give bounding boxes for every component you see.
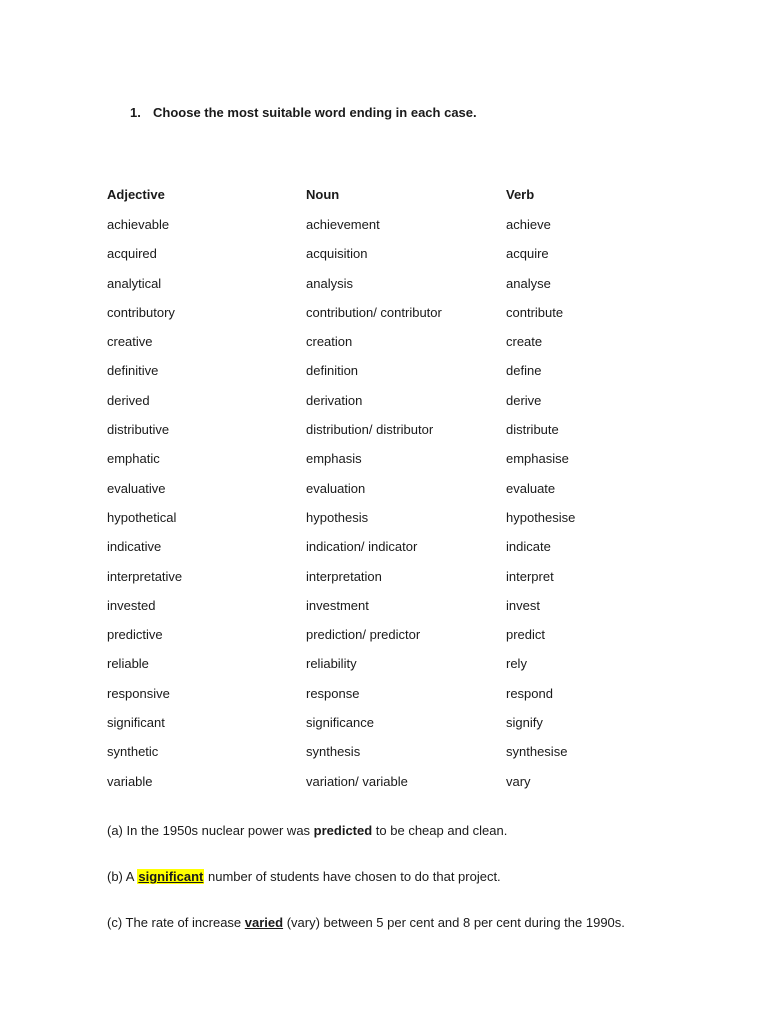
- verb-cell: achieve: [506, 217, 551, 232]
- verb-cell: derive: [506, 392, 542, 408]
- table-row: [107, 656, 667, 685]
- adjective-cell: invested: [107, 597, 156, 613]
- noun-cell: contribution/ contributor: [306, 304, 442, 320]
- table-row: [107, 481, 667, 510]
- sentence-c-before: (c) The rate of increase: [107, 915, 245, 930]
- table-row: [107, 627, 667, 656]
- exercise-instruction-text: Choose the most suitable word ending in each case.: [153, 105, 477, 120]
- adjective-cell: synthetic: [107, 744, 159, 760]
- verb-cell: distribute: [506, 422, 559, 438]
- noun-cell: investment: [306, 597, 369, 613]
- adjective-cell: creative: [107, 334, 153, 350]
- table-row: [107, 334, 667, 363]
- sentence-b-before: (b) A: [107, 869, 138, 884]
- noun-cell: derivation: [306, 392, 363, 408]
- noun-cell: reliability: [306, 656, 357, 672]
- table-row: [107, 539, 667, 568]
- verb-cell: respond: [506, 685, 553, 701]
- adjective-cell: reliable: [107, 656, 149, 672]
- sentence-a-before: (a) In the 1950s nuclear power was: [107, 823, 314, 838]
- noun-cell: emphasis: [306, 451, 362, 467]
- adjective-cell: distributive: [107, 422, 170, 438]
- header-adjective: Adjective: [107, 187, 165, 202]
- noun-cell: hypothesis: [306, 509, 369, 525]
- verb-cell: define: [506, 363, 542, 379]
- verb-cell: synthesise: [506, 744, 568, 760]
- header-verb: Verb: [506, 187, 535, 202]
- verb-cell: signify: [506, 715, 543, 731]
- table-row: [107, 305, 667, 334]
- table-row: [107, 393, 667, 422]
- noun-cell: variation/ variable: [306, 773, 408, 789]
- table-row: [107, 715, 667, 744]
- table-row: [107, 246, 667, 275]
- noun-cell: significance: [306, 715, 374, 731]
- adjective-cell: emphatic: [107, 451, 160, 467]
- noun-cell: acquisition: [306, 246, 368, 262]
- sentence-c-answer: varied: [244, 915, 284, 930]
- verb-cell: vary: [506, 773, 531, 789]
- verb-cell: create: [506, 334, 543, 350]
- verb-cell: analyse: [506, 275, 551, 291]
- table-row: [107, 363, 667, 392]
- noun-cell: synthesis: [306, 744, 361, 760]
- adjective-cell: contributory: [107, 304, 175, 320]
- adjective-cell: predictive: [107, 627, 163, 643]
- verb-cell: invest: [506, 597, 540, 613]
- verb-cell: contribute: [506, 304, 564, 320]
- table-row: [107, 510, 667, 539]
- sentence-c: [107, 915, 625, 961]
- adjective-cell: significant: [107, 715, 165, 731]
- noun-cell: distribution/ distributor: [306, 422, 434, 438]
- adjective-cell: achievable: [107, 217, 170, 232]
- adjective-cell: definitive: [107, 363, 159, 379]
- noun-cell: response: [306, 685, 360, 701]
- exercise-instruction: [130, 105, 477, 120]
- noun-cell: prediction/ predictor: [306, 627, 421, 643]
- exercise-number: 1.: [130, 105, 141, 120]
- sentence-b: [107, 869, 625, 915]
- verb-cell: evaluate: [506, 480, 556, 496]
- table-header-row: [107, 187, 667, 217]
- verb-cell: hypothesise: [506, 509, 576, 525]
- noun-cell: creation: [306, 334, 353, 350]
- noun-cell: indication/ indicator: [306, 539, 418, 555]
- sentence-a: [107, 823, 625, 869]
- adjective-cell: interpretative: [107, 568, 183, 584]
- noun-cell: evaluation: [306, 480, 366, 496]
- noun-cell: analysis: [306, 275, 353, 291]
- table-row: [107, 744, 667, 773]
- table-row: [107, 451, 667, 480]
- sentence-a-answer: predicted: [313, 823, 373, 838]
- table-body: [107, 217, 667, 803]
- adjective-cell: acquired: [107, 246, 157, 262]
- adjective-cell: hypothetical: [107, 509, 177, 525]
- sentence-b-answer: significant: [138, 869, 204, 884]
- table-row: [107, 774, 667, 803]
- table-row: [107, 276, 667, 305]
- sentence-a-after: to be cheap and clean.: [372, 823, 508, 838]
- header-noun: Noun: [306, 187, 340, 202]
- table-row: [107, 686, 667, 715]
- noun-cell: achievement: [306, 217, 380, 232]
- word-forms-table: [107, 187, 667, 803]
- noun-cell: definition: [306, 363, 359, 379]
- table-row: [107, 422, 667, 451]
- verb-cell: rely: [506, 656, 527, 672]
- adjective-cell: indicative: [107, 539, 162, 555]
- sentence-b-after: number of students have chosen to do that project.: [204, 869, 501, 884]
- sentence-c-after: (vary) between 5 per cent and 8 per cent during the 1990s.: [283, 915, 625, 930]
- verb-cell: interpret: [506, 568, 554, 584]
- adjective-cell: variable: [107, 773, 153, 789]
- adjective-cell: evaluative: [107, 480, 166, 496]
- adjective-cell: derived: [107, 392, 150, 408]
- example-sentences: [107, 823, 625, 961]
- adjective-cell: analytical: [107, 275, 162, 291]
- noun-cell: interpretation: [306, 568, 382, 584]
- verb-cell: predict: [506, 627, 546, 643]
- verb-cell: acquire: [506, 246, 549, 262]
- verb-cell: indicate: [506, 539, 551, 555]
- adjective-cell: responsive: [107, 685, 170, 701]
- verb-cell: emphasise: [506, 451, 569, 467]
- table-row: [107, 598, 667, 627]
- table-row: [107, 569, 667, 598]
- table-row: [107, 217, 667, 246]
